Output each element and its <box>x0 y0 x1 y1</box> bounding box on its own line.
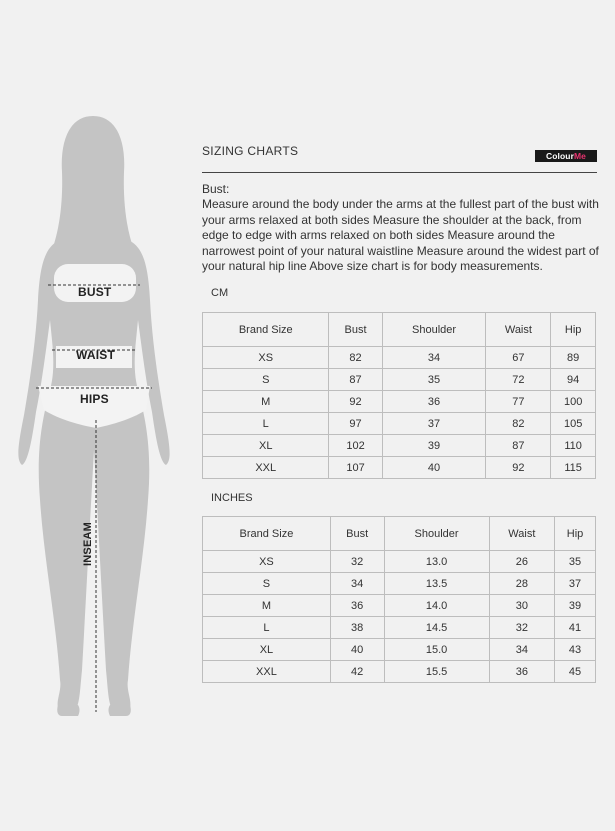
measurement-cell: 97 <box>329 413 382 435</box>
table-row <box>203 551 596 573</box>
table-row <box>203 457 596 479</box>
measurement-cell: 92 <box>329 391 382 413</box>
measurement-cell: 82 <box>486 413 551 435</box>
measurement-cell: 36 <box>382 391 486 413</box>
inches-size-table <box>202 516 596 683</box>
measurement-cell: 35 <box>382 369 486 391</box>
inseam-label: INSEAM <box>81 522 94 566</box>
table-row <box>203 639 596 661</box>
size-cell: XL <box>203 435 329 457</box>
measurement-cell: 87 <box>329 369 382 391</box>
column-header: Bust <box>330 517 384 551</box>
size-cell: M <box>203 595 331 617</box>
measurement-cell: 15.0 <box>384 639 489 661</box>
cm-unit-label: CM <box>211 287 229 299</box>
description-label: Bust: <box>202 182 230 196</box>
measurement-cell: 15.5 <box>384 661 489 683</box>
column-header: Hip <box>551 313 596 347</box>
measurement-cell: 92 <box>486 457 551 479</box>
measurement-cell: 45 <box>555 661 596 683</box>
measurement-cell: 94 <box>551 369 596 391</box>
size-cell: S <box>203 573 331 595</box>
table-header-row <box>203 313 596 347</box>
measurement-cell: 39 <box>382 435 486 457</box>
measurement-cell: 87 <box>486 435 551 457</box>
measurement-cell: 42 <box>330 661 384 683</box>
measurement-cell: 34 <box>382 347 486 369</box>
measurement-cell: 107 <box>329 457 382 479</box>
measurement-cell: 30 <box>489 595 555 617</box>
measurement-cell: 13.5 <box>384 573 489 595</box>
hips-label: HIPS <box>80 392 109 406</box>
table-row <box>203 347 596 369</box>
measurement-cell: 43 <box>555 639 596 661</box>
table-row <box>203 369 596 391</box>
table-row <box>203 573 596 595</box>
body-silhouette <box>0 0 190 831</box>
brand-suffix: Me <box>573 151 586 161</box>
column-header: Brand Size <box>203 313 329 347</box>
brand-logo <box>535 150 597 162</box>
measurement-cell: 34 <box>489 639 555 661</box>
table-row <box>203 413 596 435</box>
size-cell: L <box>203 617 331 639</box>
bust-label: BUST <box>78 285 112 299</box>
measurement-cell: 89 <box>551 347 596 369</box>
measurement-cell: 38 <box>330 617 384 639</box>
column-header: Waist <box>489 517 555 551</box>
measurement-cell: 28 <box>489 573 555 595</box>
table-row <box>203 435 596 457</box>
measurement-cell: 82 <box>329 347 382 369</box>
measurement-cell: 72 <box>486 369 551 391</box>
measurement-cell: 41 <box>555 617 596 639</box>
measurement-cell: 67 <box>486 347 551 369</box>
measurement-cell: 40 <box>330 639 384 661</box>
measurement-cell: 36 <box>489 661 555 683</box>
measurement-cell: 40 <box>382 457 486 479</box>
column-header: Shoulder <box>382 313 486 347</box>
measurement-cell: 105 <box>551 413 596 435</box>
brand-prefix: Colour <box>546 151 574 161</box>
column-header: Shoulder <box>384 517 489 551</box>
size-cell: XXL <box>203 661 331 683</box>
size-cell: XL <box>203 639 331 661</box>
size-cell: XS <box>203 551 331 573</box>
measurement-cell: 37 <box>555 573 596 595</box>
measurement-cell: 102 <box>329 435 382 457</box>
measurement-cell: 32 <box>489 617 555 639</box>
measurement-cell: 77 <box>486 391 551 413</box>
header-divider <box>202 172 597 173</box>
column-header: Waist <box>486 313 551 347</box>
measurement-cell: 14.5 <box>384 617 489 639</box>
measurement-cell: 37 <box>382 413 486 435</box>
inches-unit-label: INCHES <box>211 492 253 504</box>
measurement-cell: 100 <box>551 391 596 413</box>
measurement-cell: 32 <box>330 551 384 573</box>
table-row <box>203 617 596 639</box>
table-row <box>203 595 596 617</box>
size-cell: M <box>203 391 329 413</box>
measurement-cell: 115 <box>551 457 596 479</box>
column-header: Hip <box>555 517 596 551</box>
measurement-cell: 39 <box>555 595 596 617</box>
column-header: Brand Size <box>203 517 331 551</box>
measurement-cell: 110 <box>551 435 596 457</box>
measurement-cell: 13.0 <box>384 551 489 573</box>
measurement-cell: 14.0 <box>384 595 489 617</box>
size-cell: S <box>203 369 329 391</box>
table-row <box>203 661 596 683</box>
measurement-cell: 36 <box>330 595 384 617</box>
page-title: SIZING CHARTS <box>202 144 299 158</box>
measurement-cell: 35 <box>555 551 596 573</box>
measurement-cell: 26 <box>489 551 555 573</box>
table-header-row <box>203 517 596 551</box>
description-text: Measure around the body under the arms at the fullest part of the bust with your arms relaxed at both sides Measure the shoulder at the back, from edge to edge with arms relaxed on both sides Measure around the narrowest point of your natural waistline Measure around the widest part of your natural hip line Above size chart is for body measurements. <box>202 197 599 273</box>
measurement-cell: 34 <box>330 573 384 595</box>
column-header: Bust <box>329 313 382 347</box>
size-cell: L <box>203 413 329 435</box>
cm-size-table <box>202 312 596 479</box>
waist-label: WAIST <box>76 348 115 362</box>
size-cell: XXL <box>203 457 329 479</box>
size-cell: XS <box>203 347 329 369</box>
table-row <box>203 391 596 413</box>
